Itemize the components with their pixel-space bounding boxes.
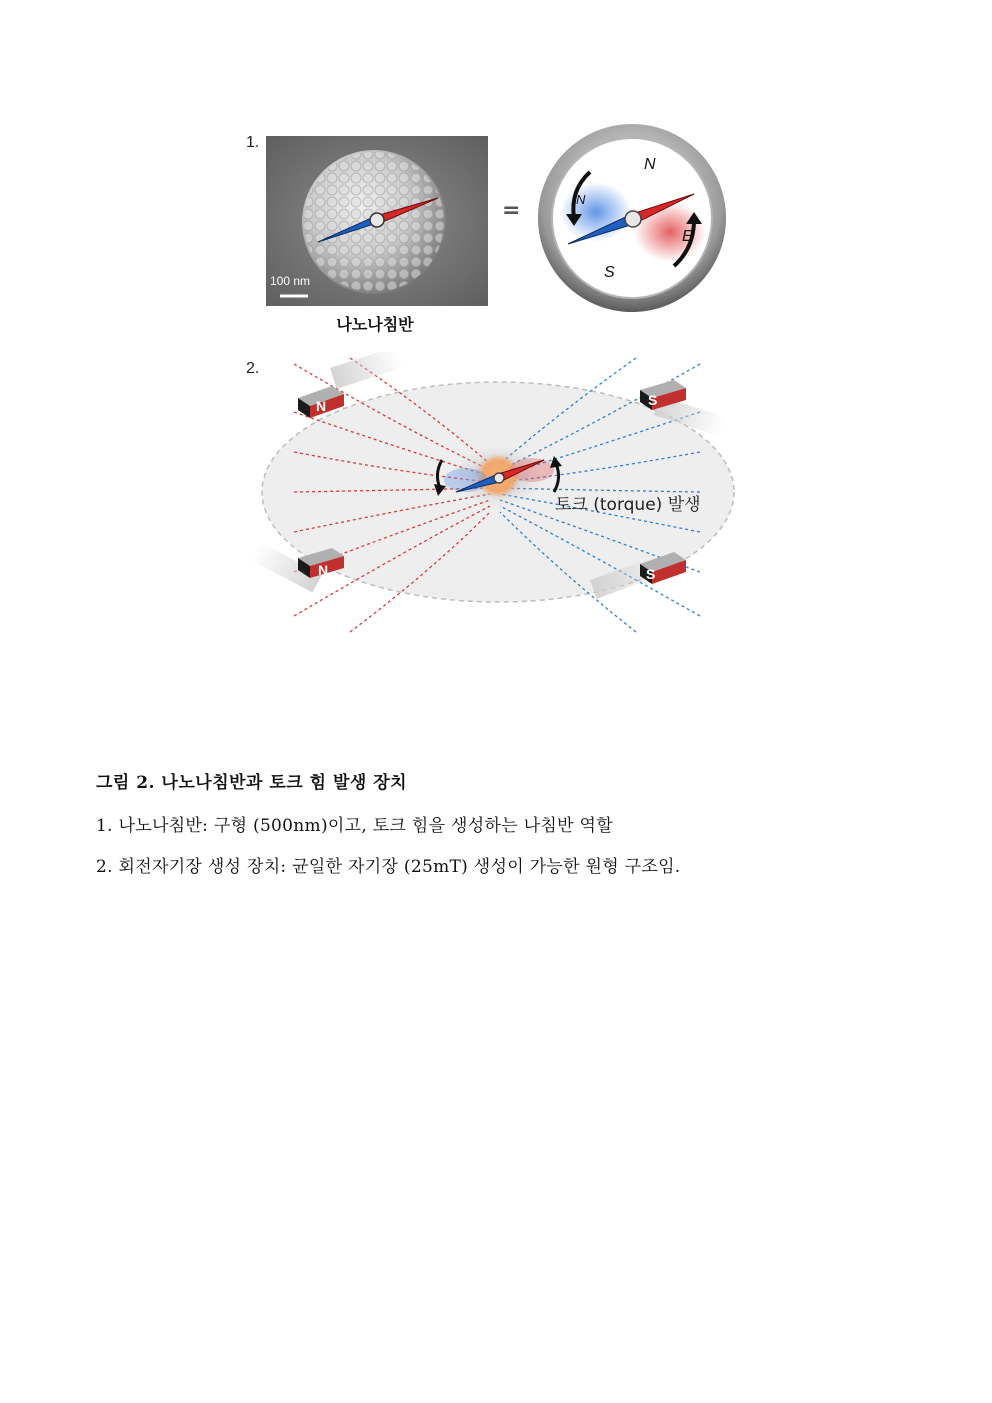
compass-illustration [534, 120, 730, 316]
equals-sign: = [502, 198, 521, 223]
torque-label: 토크 (torque) 발생 [555, 495, 701, 515]
panel-1-label: 1. [246, 134, 260, 151]
caption-title: 그림 2. 나노나침반과 토크 힘 발생 장치 [96, 773, 408, 793]
caption-line-2: 2. 회전자기장 생성 장치: 균일한 자기장 (25mT) 생성이 가능한 원형 구조임. [96, 857, 681, 877]
compass-letter-north: N [644, 156, 656, 173]
magnet-bottom-right-label: S [646, 566, 656, 582]
magnet-bottom-left-label: N [318, 562, 329, 578]
caption-line-1: 1. 나노나침반: 구형 (500nm)이고, 토크 힘을 생성하는 나침반 역할 [96, 816, 613, 836]
magnet-top-right-label: S [648, 392, 658, 408]
sem-image [266, 136, 488, 306]
compass-needle-letter: N [576, 192, 586, 207]
panel-2-label: 2. [246, 360, 260, 377]
compass-letter-east: E [682, 228, 693, 245]
figure-caption [96, 768, 916, 893]
scale-bar-label: 100 nm [270, 274, 311, 288]
compass-letter-south: S [604, 264, 615, 281]
magnet-top-left-label: N [316, 398, 327, 414]
nano-compass-label: 나노나침반 [336, 315, 414, 334]
figure-2 [240, 120, 740, 650]
